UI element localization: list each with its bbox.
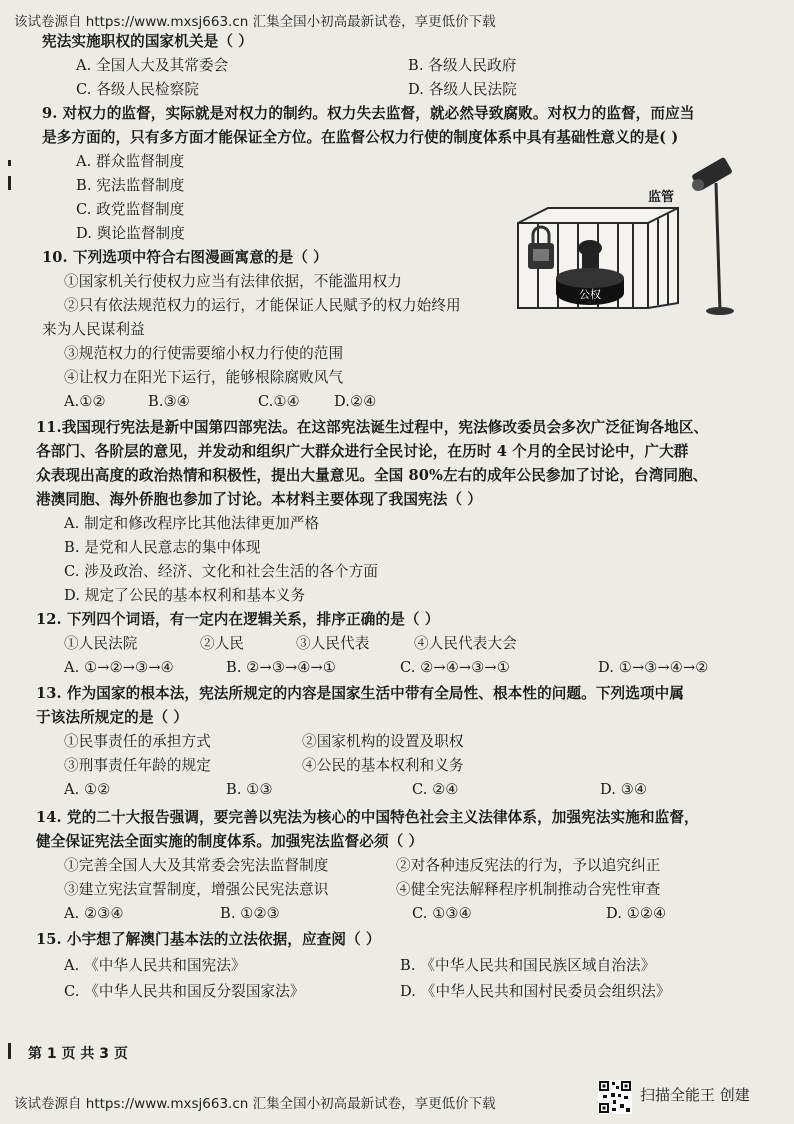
q10-option-c[interactable]: C.①④ [258,393,300,410]
q8-stem: 宪法实施职权的国家机关是（ ） [42,33,253,50]
q15-option-c[interactable]: C. 《中华人民共和国反分裂国家法》 [64,983,305,1000]
q13-option-d[interactable]: D. ③④ [600,781,648,798]
q9-option-d[interactable]: D. 舆论监督制度 [76,225,185,242]
q9-option-b[interactable]: B. 宪法监督制度 [76,177,185,194]
q10-stem: 10. 下列选项中符合右图漫画寓意的是（ ） [42,249,328,266]
q11-option-d[interactable]: D. 规定了公民的基本权利和基本义务 [64,587,306,604]
q14-option-d[interactable]: D. ①②④ [606,905,667,922]
q13-option-c[interactable]: C. ②④ [412,781,459,798]
scanner-watermark: 扫描全能王 创建 [640,1086,750,1104]
q12-option-c[interactable]: C. ②→④→③→① [400,659,510,676]
q11-stem-line2: 各部门、各阶层的意见，并发动和组织广大群众进行全民讨论，在历时 4 个月的全民讨论中，广大群 [36,443,689,460]
q8-option-d[interactable]: D. 各级人民法院 [408,81,517,98]
q11-stem-line4: 港澳同胞、海外侨胞也参加了讨论。本材料主要体现了我国宪法（ ） [36,491,482,508]
q10-statement-2-cont: 来为人民谋利益 [42,321,145,338]
q13-stem-line1: 13. 作为国家的根本法，宪法所规定的内容是国家生活中带有全局性、根本性的问题。下列选项中属 [36,685,685,702]
margin-mark [8,160,11,166]
q12-option-b[interactable]: B. ②→③→④→① [226,659,337,676]
q11-option-b[interactable]: B. 是党和人民意志的集中体现 [64,539,261,556]
q13-option-b[interactable]: B. ①③ [226,781,273,798]
q14-option-a[interactable]: A. ②③④ [64,905,124,922]
q14-option-b[interactable]: B. ①②③ [220,905,280,922]
source-footer: 该试卷源自 https://www.mxsj663.cn 汇集全国小初高最新试卷，享更低价下载 [14,1096,496,1112]
q12-term-1: ①人民法院 [64,635,138,652]
margin-mark [8,1043,11,1059]
cartoon-supervision-cage [508,153,748,323]
supervise-label: 监管 [648,190,675,205]
q9-stem-line2: 是多方面的，只有多方面才能保证全方位。在监督公权力行使的制度体系中具有基础性意义的是( ) [42,129,679,146]
q12-term-4: ④人民代表大会 [414,635,517,652]
q13-stem-line2: 于该法所规定的是（ ） [36,709,189,726]
q14-statement-3: ③建立宪法宣誓制度，增强公民宪法意识 [64,881,329,898]
q12-option-a[interactable]: A. ①→②→③→④ [64,659,174,676]
q15-option-b[interactable]: B. 《中华人民共和国民族区域自治法》 [400,957,656,974]
q14-stem-line2: 健全保证宪法全面实施的制度体系。加强宪法监督必须（ ） [36,833,424,850]
q14-statement-1: ①完善全国人大及其常委会宪法监督制度 [64,857,329,874]
q10-statement-4: ④让权力在阳光下运行，能够根除腐败风气 [64,369,344,386]
q13-statement-2: ②国家机构的设置及职权 [302,733,464,750]
source-header: 该试卷源自 https://www.mxsj663.cn 汇集全国小初高最新试卷，享更低价下载 [14,14,496,30]
q13-statement-4: ④公民的基本权利和义务 [302,757,464,774]
q11-option-c[interactable]: C. 涉及政治、经济、文化和社会生活的各个方面 [64,563,379,580]
q10-statement-1: ①国家机关行使权力应当有法律依据，不能滥用权力 [64,273,402,290]
q9-option-c[interactable]: C. 政党监督制度 [76,201,185,218]
q13-option-a[interactable]: A. ①② [64,781,111,798]
q8-option-a[interactable]: A. 全国人大及其常委会 [76,57,229,74]
surveillance-camera-icon [691,157,734,315]
q15-stem: 15. 小宇想了解澳门基本法的立法依据，应查阅（ ） [36,931,381,948]
q11-stem-line1: 11.我国现行宪法是新中国第四部宪法。在这部宪法诞生过程中，宪法修改委员会多次广泛征询各地区、 [36,419,709,436]
q14-statement-2: ②对各种违反宪法的行为，予以追究纠正 [396,857,661,874]
q10-statement-3: ③规范权力的行使需要缩小权力行使的范围 [64,345,344,362]
q8-option-c[interactable]: C. 各级人民检察院 [76,81,200,98]
q10-option-a[interactable]: A.①② [64,393,106,410]
q10-option-b[interactable]: B.③④ [148,393,190,410]
q10-statement-2: ②只有依法规范权力的运行，才能保证人民赋予的权力始终用 [64,297,461,314]
q15-option-d[interactable]: D. 《中华人民共和国村民委员会组织法》 [400,983,671,1000]
q11-stem-line3: 众表现出高度的政治热情和积极性，提出大量意见。全国 80%左右的成年公民参加了讨论，台湾同胞、 [36,467,708,484]
stamp-label: 公权 [579,288,601,301]
q12-term-2: ②人民 [200,635,245,652]
q14-option-c[interactable]: C. ①③④ [412,905,472,922]
q13-statement-3: ③刑事责任年龄的规定 [64,757,211,774]
qr-code-icon [598,1080,632,1114]
q12-term-3: ③人民代表 [296,635,370,652]
q10-option-d[interactable]: D.②④ [334,393,377,410]
q9-stem-line1: 9. 对权力的监督，实际就是对权力的制约。权力失去监督，就必然导致腐败。对权力的监督，而应当 [42,105,695,122]
q14-stem-line1: 14. 党的二十大报告强调，要完善以宪法为核心的中国特色社会主义法律体系，加强宪法实施和监督， [36,809,699,826]
q8-option-b[interactable]: B. 各级人民政府 [408,57,517,74]
q11-option-a[interactable]: A. 制定和修改程序比其他法律更加严格 [64,515,320,532]
q13-statement-1: ①民事责任的承担方式 [64,733,211,750]
q12-stem: 12. 下列四个词语，有一定内在逻辑关系，排序正确的是（ ） [36,611,440,628]
q12-option-d[interactable]: D. ①→③→④→② [598,659,709,676]
page-number: 第 1 页 共 3 页 [28,1046,128,1062]
q14-statement-4: ④健全宪法解释程序机制推动合宪性审查 [396,881,661,898]
margin-mark [8,176,11,190]
q9-option-a[interactable]: A. 群众监督制度 [76,153,185,170]
q15-option-a[interactable]: A. 《中华人民共和国宪法》 [64,957,246,974]
